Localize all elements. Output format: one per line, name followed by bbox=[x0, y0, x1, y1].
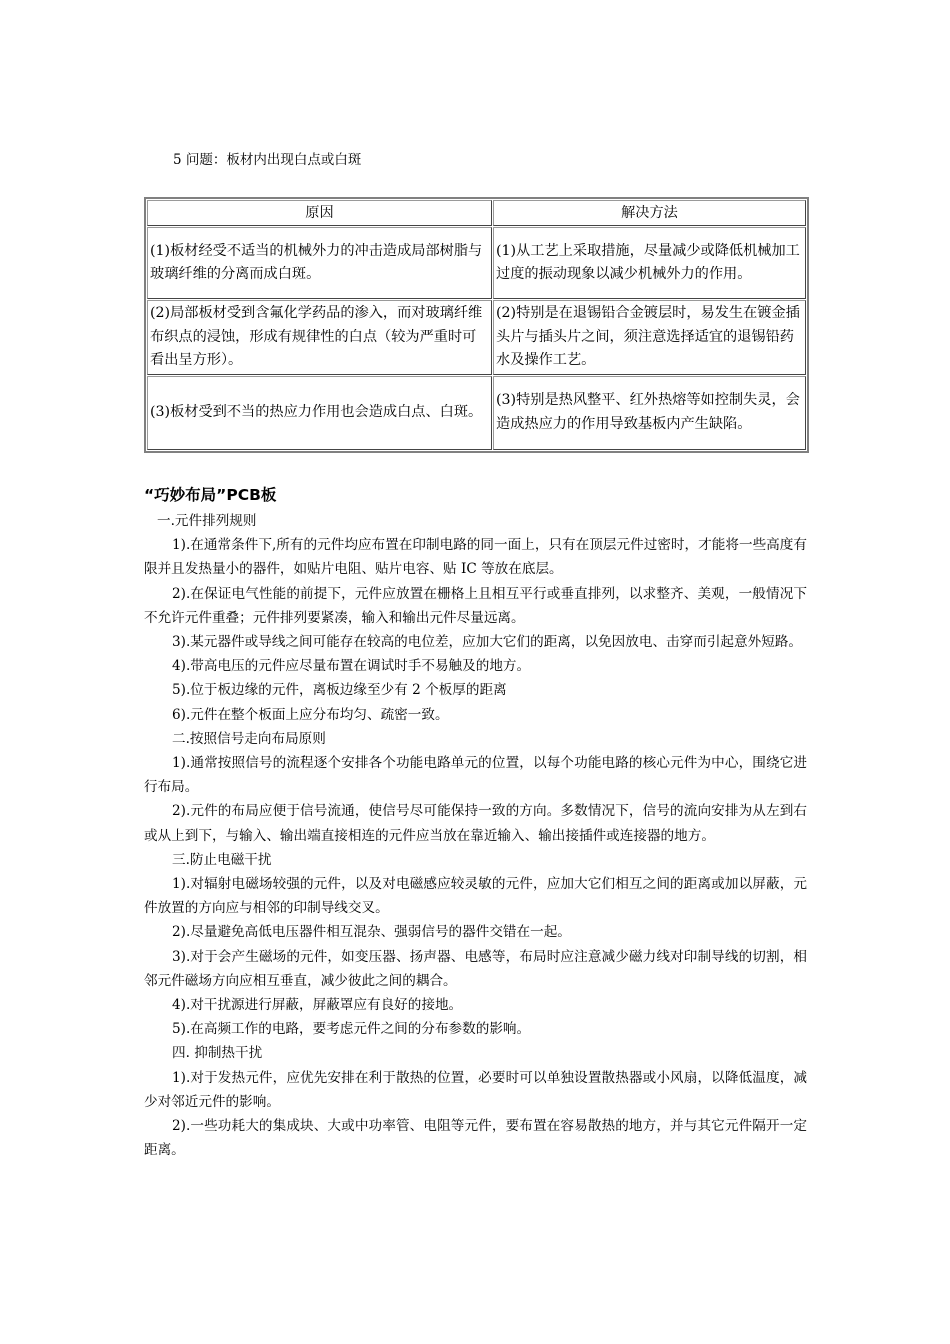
table-header-row bbox=[147, 200, 806, 226]
cause-solution-table bbox=[144, 197, 809, 453]
cause-cell: (3)板材受到不当的热应力作用也会造成白点、白斑。 bbox=[147, 376, 492, 450]
paragraph: 5).位于板边缘的元件，离板边缘至少有 2 个板厚的距离 bbox=[172, 682, 507, 699]
paragraph: 2).在保证电气性能的前提下，元件应放置在栅格上且相互平行或垂直排列，以求整齐、美观，一般情况下不允许元件重叠；元件排列要紧凑，输入和输出元件尽量远离。 bbox=[144, 585, 807, 626]
header-cause: 原因 bbox=[147, 200, 492, 226]
paragraph: 4).对干扰源进行屏蔽，屏蔽罩应有良好的接地。 bbox=[172, 997, 463, 1014]
paragraph: 1).对于发热元件，应优先安排在利于散热的位置，必要时可以单独设置散热器或小风扇，以降低温度，减少对邻近元件的影响。 bbox=[144, 1069, 807, 1110]
cause-cell: (2)局部板材受到含氟化学药品的渗入，而对玻璃纤维布织点的浸蚀，形成有规律性的白点（较为严重时可看出呈方形）。 bbox=[147, 300, 492, 375]
section-heading: 一.元件排列规则 bbox=[157, 513, 257, 529]
table-row bbox=[147, 227, 806, 299]
table-row bbox=[147, 376, 806, 450]
paragraph: 3).对于会产生磁场的元件，如变压器、扬声器、电感等，布局时应注意减少磁力线对印制导线的切割，相邻元件磁场方向应相互垂直，减少彼此之间的耦合。 bbox=[144, 948, 807, 989]
section-heading: 三.防止电磁干扰 bbox=[172, 851, 272, 868]
paragraph: 2).元件的布局应便于信号流通，使信号尽可能保持一致的方向。多数情况下，信号的流向安排为从左到右或从上到下，与输入、输出端直接相连的元件应当放在靠近输入、输出接插件或连接器的地方。 bbox=[144, 803, 807, 844]
table-row bbox=[147, 300, 806, 375]
paragraph: 3).某元器件或导线之间可能存在较高的电位差，应加大它们的距离，以免因放电、击穿而引起意外短路。 bbox=[172, 634, 802, 651]
paragraph: 2).一些功耗大的集成块、大或中功率管、电阻等元件，要布置在容易散热的地方，并与其它元件隔开一定距离。 bbox=[144, 1118, 807, 1159]
paragraph: 1).在通常条件下,所有的元件均应布置在印制电路的同一面上，只有在顶层元件过密时，才能将一些高度有限并且发热量小的器件，如贴片电阻、贴片电容、贴 IC 等放在底层。 bbox=[144, 537, 807, 578]
section-heading: 四. 抑制热干扰 bbox=[172, 1045, 263, 1062]
paragraph: 1).通常按照信号的流程逐个安排各个功能电路单元的位置，以每个功能电路的核心元件为中心，围绕它进行布局。 bbox=[144, 755, 807, 796]
solution-cell: (1)从工艺上采取措施，尽量减少或降低机械加工过度的振动现象以减少机械外力的作用。 bbox=[493, 227, 806, 299]
paragraph: 6).元件在整个板面上应分布均匀、疏密一致。 bbox=[172, 706, 449, 723]
problem-title: 5 问题：板材内出现白点或白斑 bbox=[173, 152, 362, 168]
paragraph: 4).带高电压的元件应尽量布置在调试时手不易触及的地方。 bbox=[172, 658, 531, 675]
solution-cell: (2)特别是在退锡铅合金镀层时，易发生在镀金插头片与插头片之间，须注意选择适宜的退锡铅药水及操作工艺。 bbox=[493, 300, 806, 375]
header-solution: 解决方法 bbox=[493, 200, 806, 226]
article-title: “巧妙布局”PCB板 bbox=[144, 486, 277, 504]
paragraph: 2).尽量避免高低电压器件相互混杂、强弱信号的器件交错在一起。 bbox=[172, 924, 571, 941]
article-body bbox=[144, 509, 807, 1162]
solution-cell: (3)特别是热风整平、红外热熔等如控制失灵，会造成热应力的作用导致基板内产生缺陷。 bbox=[493, 376, 806, 450]
section-heading: 二.按照信号走向布局原则 bbox=[172, 730, 326, 747]
paragraph: 5).在高频工作的电路，要考虑元件之间的分布参数的影响。 bbox=[172, 1021, 531, 1038]
cause-cell: (1)板材经受不适当的机械外力的冲击造成局部树脂与玻璃纤维的分离而成白斑。 bbox=[147, 227, 492, 299]
paragraph: 1).对辐射电磁场较强的元件，以及对电磁感应较灵敏的元件，应加大它们相互之间的距离或加以屏蔽，元件放置的方向应与相邻的印制导线交叉。 bbox=[144, 876, 807, 917]
